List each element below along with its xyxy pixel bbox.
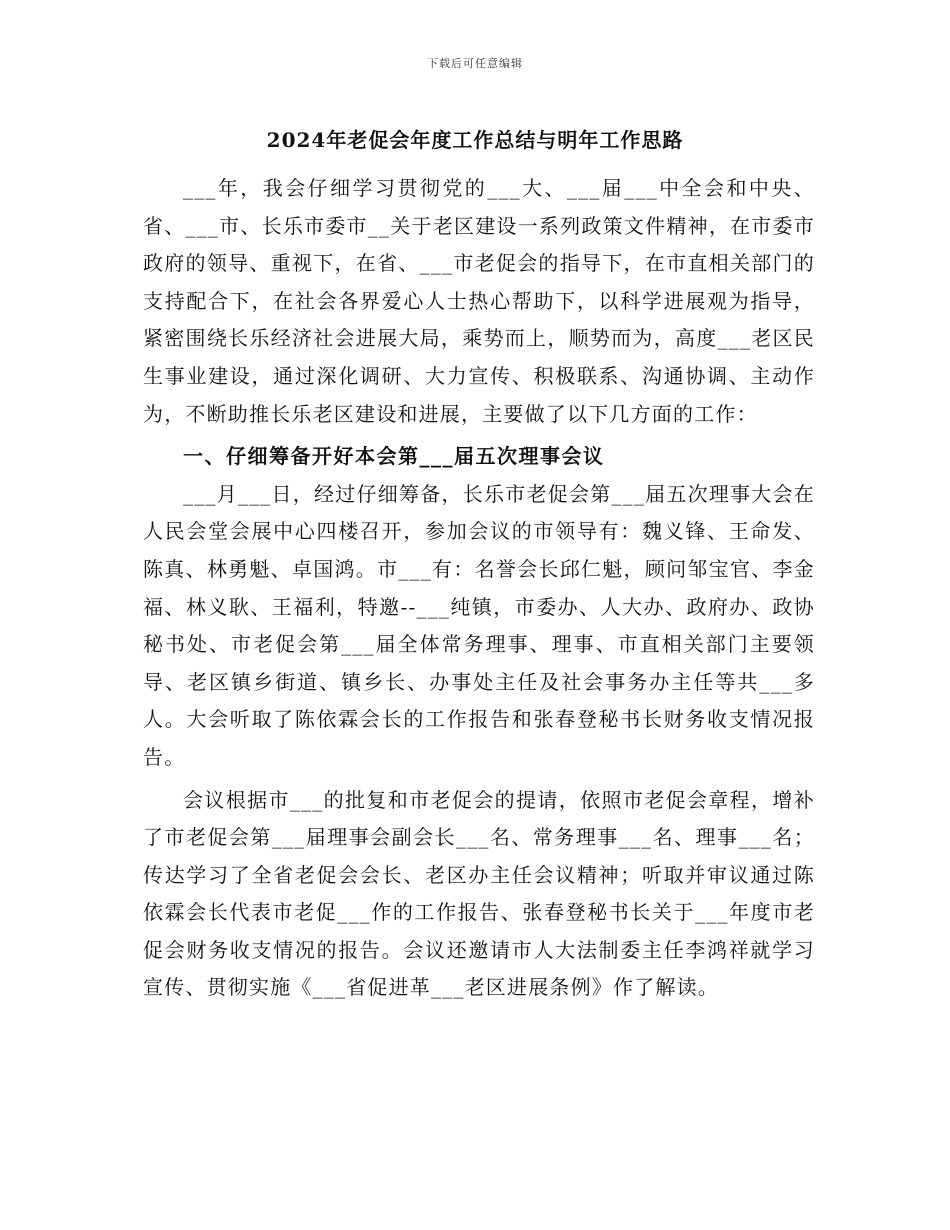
paragraph-intro: ___年，我会仔细学习贯彻党的___大、___届___中全会和中央、省、___市、长乐市委市__关于老区建设一系列政策文件精神，在市委市政府的领导、重视下，在省、___市老促会的指导下，在市直相关部门的支持配合下，在社会各界爱心人士热心帮助下，以科学进展观为指导，紧密围绕长乐经济社会进展大局，乘势而上，顺势而为，高度___老区民生事业建设，通过深化调研、大力宣传、积极联系、沟通协调、主动作为，不断助推长乐老区建设和进展，主要做了以下几方面的工作： bbox=[143, 176, 815, 426]
paragraph-meeting: ___月___日，经过仔细筹备，长乐市老促会第___届五次理事大会在人民会堂会展中心四楼召开，参加会议的市领导有：魏义锋、王命发、陈真、林勇魁、卓国鸿。市___有：名誉会长邱仁魁，顾问邹宝官、李金福、林义耿、王福利，特邀--___纯镇，市委办、人大办、政府办、政协秘书处、市老促会第___届全体常务理事、理事、市直相关部门主要领导、老区镇乡街道、镇乡长、办事处主任及社会事务办主任等共___多人。大会听取了陈依霖会长的工作报告和张春登秘书长财务收支情况报告。 bbox=[143, 481, 815, 769]
document-title: 2024年老促会年度工作总结与明年工作思路 bbox=[266, 128, 684, 152]
header-note: 下载后可任意编辑 bbox=[427, 57, 523, 70]
section-heading-1: 一、仔细筹备开好本会第___届五次理事会议 bbox=[183, 444, 605, 469]
document-body bbox=[143, 170, 815, 1007]
paragraph-resolutions: 会议根据市___的批复和市老促会的提请，依照市老促会章程，增补了市老促会第___届理事会副会长___名、常务理事___名、理事___名；传达学习了全省老促会会长、老区办主任会议精神；听取并审议通过陈依霖会长代表市老促___作的工作报告、张春登秘书长关于___年度市老促会财务收支情况的报告。会议还邀请市人大法制委主任李鸿祥就学习宣传、贯彻实施《___省促进革___老区进展条例》作了解读。 bbox=[143, 787, 815, 1000]
